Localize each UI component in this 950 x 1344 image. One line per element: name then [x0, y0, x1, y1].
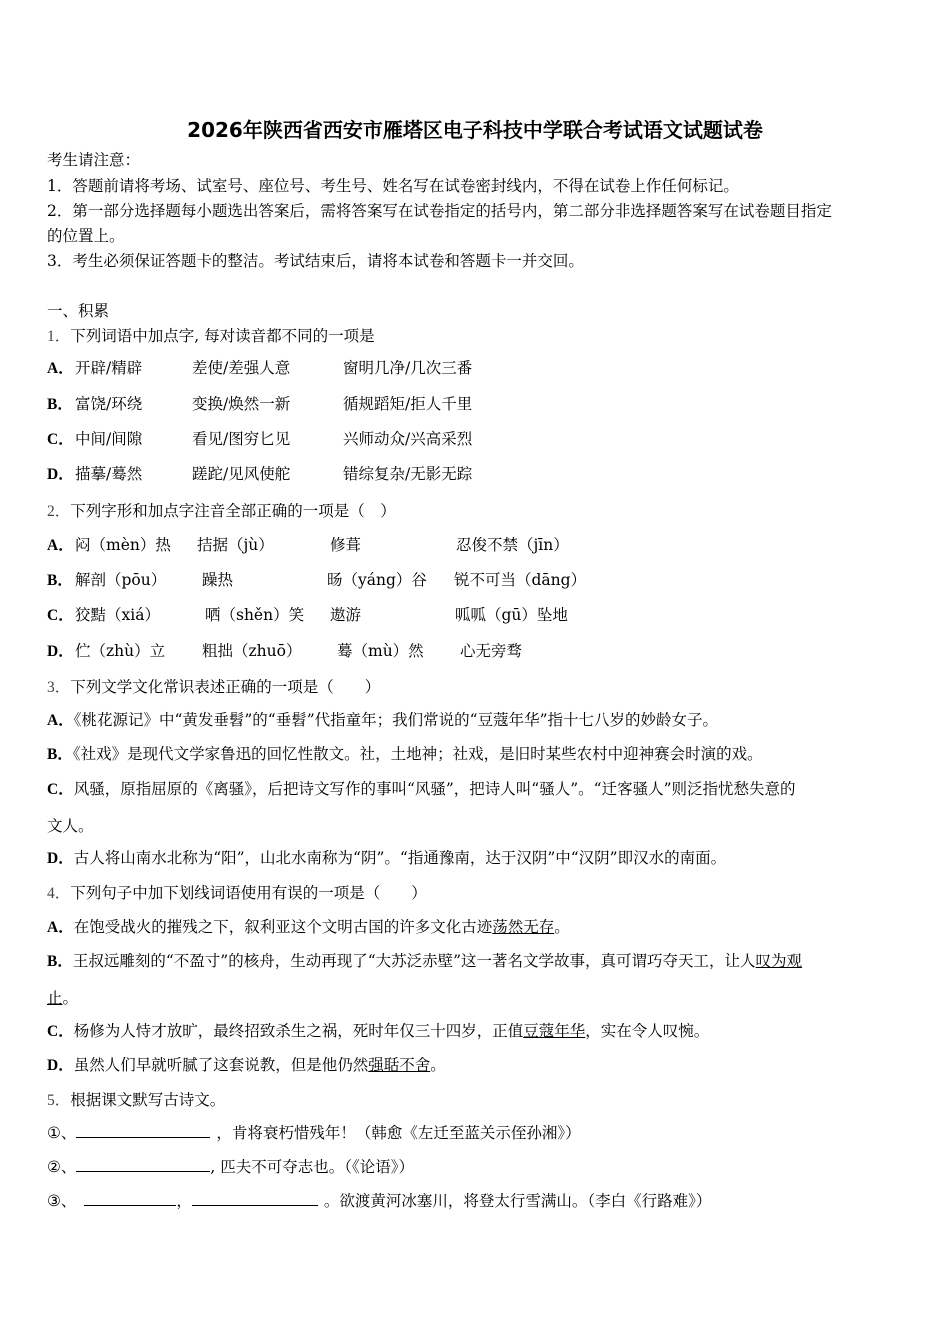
- option-col: 富饶/环绕: [75, 395, 143, 413]
- option-label: A．: [47, 919, 74, 936]
- option-col: 解剖（pōu）: [75, 571, 167, 589]
- q4-option-a: [47, 917, 570, 938]
- question-number: 5．: [47, 1092, 71, 1109]
- underlined-phrase: 荡然无存: [492, 918, 555, 936]
- q1-option-d: [47, 464, 907, 485]
- option-col: 差使/差强人意: [192, 359, 291, 377]
- answer-blank[interactable]: [76, 1123, 210, 1138]
- option-col: 循规蹈矩/拒人千里: [343, 395, 473, 413]
- option-text: 风骚，原指屈原的《离骚》，后把诗文写作的事叫“风骚”，把诗人叫“骚人”。“迁客骚人”则泛指忧愁失意的: [73, 780, 796, 798]
- option-label: B．: [47, 953, 73, 970]
- question-text: 下列字形和加点字注音全部正确的一项是（ ）: [70, 502, 396, 520]
- question-5-stem: [47, 1090, 225, 1111]
- underlined-phrase: 豆蔻年华: [523, 1022, 586, 1040]
- option-col: 哂（shěn）笑: [205, 606, 305, 624]
- q3-option-d: [47, 848, 726, 869]
- q4-option-b: [47, 951, 802, 972]
- option-col: 忍俊不禁（jīn）: [456, 536, 569, 554]
- option-col: 闷（mèn）热: [75, 536, 171, 554]
- option-col: 躁热: [202, 571, 234, 589]
- question-3-stem: [47, 677, 380, 698]
- option-label: C．: [47, 781, 74, 798]
- option-col: 变换/焕然一新: [192, 395, 291, 413]
- option-label: B．: [47, 746, 73, 763]
- option-col: 狡黠（xiá）: [75, 606, 160, 624]
- option-label: C．: [47, 607, 74, 624]
- option-label: A．: [47, 537, 74, 554]
- option-label: C．: [47, 431, 74, 448]
- option-col: 旸（yáng）谷: [327, 571, 427, 589]
- q4-option-c: [47, 1021, 709, 1042]
- option-col: 看见/图穷匕见: [192, 430, 291, 448]
- item-text: 。欲渡黄河冰塞川，将登太行雪满山。（李白《行路难》）: [323, 1192, 712, 1210]
- q3-option-b: [47, 744, 763, 765]
- option-text: 古人将山南水北称为“阳”，山北水南称为“阴”。“指通豫南，达于汉阴”中“汉阴”即汉水的南面。: [73, 849, 727, 867]
- question-2-stem: [47, 501, 396, 522]
- underlined-phrase: 强聒不舍: [368, 1056, 431, 1074]
- item-marker: ②、: [47, 1158, 77, 1176]
- option-col: 开辟/精辟: [75, 359, 143, 377]
- option-col: 蹉跎/见风使舵: [192, 465, 291, 483]
- q2-option-a: [47, 535, 907, 556]
- underlined-phrase: 叹为观: [755, 952, 803, 970]
- q5-item-1: [47, 1123, 581, 1143]
- option-col: 呱呱（gū）坠地: [455, 606, 568, 624]
- q4-option-b-cont: [47, 988, 78, 1008]
- q2-option-b: [47, 570, 907, 591]
- option-label: D．: [47, 850, 74, 867]
- option-label: B．: [47, 396, 73, 413]
- question-text: 下列文学文化常识表述正确的一项是（ ）: [70, 678, 381, 696]
- notice-item: 1．答题前请将考场、试室号、座位号、考生号、姓名写在试卷密封线内，不得在试卷上作任何标记。: [47, 177, 739, 195]
- question-text: 下列词语中加点字, 每对读音都不同的一项是: [70, 327, 375, 345]
- option-label: A．: [47, 360, 74, 377]
- option-col: 锐不可当（dāng）: [454, 571, 587, 589]
- item-text: , 匹夫不可夺志也。（《论语》）: [210, 1158, 415, 1176]
- option-col: 遨游: [330, 606, 362, 624]
- q4-option-d: [47, 1055, 446, 1076]
- option-label: C．: [47, 1023, 74, 1040]
- option-label: B．: [47, 572, 73, 589]
- question-number: 4．: [47, 885, 71, 902]
- section-heading: 一、积累: [47, 302, 110, 320]
- question-number: 3．: [47, 679, 71, 696]
- option-col: 兴师动众/兴高采烈: [343, 430, 473, 448]
- q1-option-b: [47, 394, 907, 415]
- q5-item-3: [47, 1191, 711, 1211]
- option-text: 。: [430, 1056, 446, 1074]
- option-text: 《社戏》是现代文学家鲁迅的回忆性散文。社，土地神；社戏，是旧时某些农村中迎神赛会时演的戏。: [72, 745, 763, 763]
- option-col: 拮据（jù）: [197, 536, 274, 554]
- option-text: 虽然人们早就听腻了这套说教，但是他仍然: [73, 1056, 369, 1074]
- option-text: ，实在令人叹惋。: [585, 1022, 710, 1040]
- item-marker: ③、: [47, 1192, 77, 1210]
- option-label: D．: [47, 466, 74, 483]
- option-label: D．: [47, 1057, 74, 1074]
- option-text: 杨修为人恃才放旷，最终招致杀生之祸，死时年仅三十四岁，正值: [73, 1022, 524, 1040]
- item-marker: ①、: [47, 1124, 77, 1142]
- item-text: ，肯将衰朽惜残年！（韩愈《左迁至蓝关示侄孙湘》）: [216, 1124, 581, 1142]
- q2-option-c: [47, 605, 907, 626]
- option-col: 修葺: [330, 536, 362, 554]
- question-number: 1．: [47, 328, 71, 345]
- q3-option-a: [47, 710, 718, 731]
- answer-blank[interactable]: [84, 1191, 176, 1206]
- question-4-stem: [47, 883, 427, 904]
- underlined-phrase: 止: [47, 989, 63, 1007]
- option-label: D．: [47, 643, 74, 660]
- option-text: 《桃花源记》中“黄发垂髫”的“垂髫”代指童年；我们常说的“豆蔻年华”指十七八岁的妙龄女子。: [73, 711, 719, 729]
- option-text: 在饱受战火的摧残之下，叙利亚这个文明古国的许多文化古迹: [73, 918, 493, 936]
- item-separator: ，: [176, 1192, 192, 1210]
- answer-blank[interactable]: [192, 1191, 318, 1206]
- option-col: 错综复杂/无影无踪: [343, 465, 473, 483]
- notice-heading: 考生请注意：: [47, 151, 141, 169]
- question-text: 下列句子中加下划线词语使用有误的一项是（ ）: [70, 884, 427, 902]
- q1-option-c: [47, 429, 907, 450]
- option-col: 粗拙（zhuō）: [202, 642, 302, 660]
- notice-item: 3．考生必须保证答题卡的整洁。考试结束后，请将本试卷和答题卡一并交回。: [47, 252, 584, 270]
- q1-option-a: [47, 358, 907, 379]
- option-text: 。: [62, 989, 79, 1007]
- notice-item: 2．第一部分选择题每小题选出答案后，需将答案写在试卷指定的括号内，第二部分非选择题答案写在试卷题目指定: [47, 202, 832, 220]
- option-col: 伫（zhù）立: [75, 642, 166, 660]
- option-text: 王叔远雕刻的“不盈寸”的核舟，生动再现了“大苏泛赤壁”这一著名文学故事，真可谓巧夺天工，让人: [72, 952, 756, 970]
- q2-option-d: [47, 641, 907, 662]
- page-title: 2026年陕西省西安市雁塔区电子科技中学联合考试语文试题试卷: [187, 118, 763, 142]
- notice-item: 的位置上。: [47, 227, 125, 245]
- q3-option-c: [47, 779, 796, 800]
- question-number: 2．: [47, 503, 71, 520]
- option-col: 中间/间隙: [75, 430, 143, 448]
- option-col: 描摹/蓦然: [75, 465, 143, 483]
- option-col: 窗明几净/几次三番: [343, 359, 473, 377]
- option-label: A．: [47, 712, 74, 729]
- q5-item-2: [47, 1157, 414, 1177]
- question-1-stem: [47, 326, 375, 347]
- answer-blank[interactable]: [76, 1157, 210, 1172]
- question-text: 根据课文默写古诗文。: [70, 1091, 226, 1109]
- option-text: 。: [554, 918, 570, 936]
- q3-option-c-cont: 文人。: [47, 817, 94, 835]
- option-col: 心无旁骛: [460, 642, 523, 660]
- option-col: 蓦（mù）然: [337, 642, 424, 660]
